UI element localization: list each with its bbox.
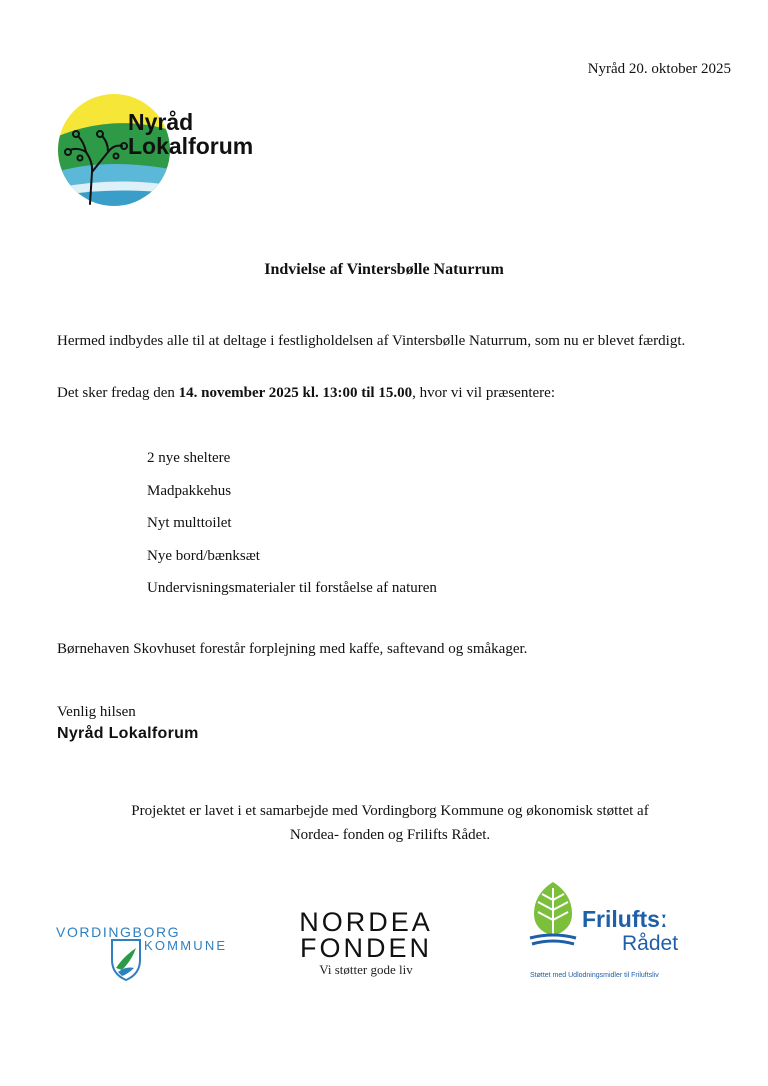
event-time-paragraph xyxy=(57,383,717,403)
friluftsraadet-logo xyxy=(524,876,704,988)
letter-date: Nyråd 20. oktober 2025 xyxy=(587,61,731,77)
event-time-suffix: , hvor vi vil præsentere: xyxy=(412,385,555,401)
nordea-fonden-logo xyxy=(286,909,446,989)
tree-landscape-icon xyxy=(56,92,314,210)
collaboration-line1: Projektet er lavet i et samarbejde med Vordingborg Kommune og økonomisk støttet af xyxy=(131,803,649,819)
nordea-tagline: Vi støtter gode liv xyxy=(319,962,413,977)
shield-icon xyxy=(110,938,142,982)
list-item: Madpakkehus xyxy=(147,482,232,499)
vordingborg-line2: KOMMUNE xyxy=(144,938,228,953)
signature: Nyråd Lokalforum xyxy=(57,725,199,742)
event-time-bold: 14. november 2025 kl. 13:00 til 15.00 xyxy=(178,385,413,401)
friluftsraadet-tagline: Støttet med Udlodningsmidler til Friluftsliv xyxy=(530,972,659,979)
nordea-line1: NORDEA xyxy=(299,907,433,937)
friluftsraadet-line1: Friluftsː xyxy=(582,906,668,932)
page-title: Indvielse af Vintersbølle Naturrum xyxy=(264,261,504,278)
collaboration-note xyxy=(90,799,690,847)
nyraad-lokalforum-logo xyxy=(56,92,314,210)
list-item: Nyt multtoilet xyxy=(147,515,232,531)
event-time-prefix: Det sker fredag den xyxy=(57,385,179,401)
catering-paragraph: Børnehaven Skovhuset forestår forplejning med kaffe, saftevand og småkager. xyxy=(57,641,528,657)
nordea-line2: FONDEN xyxy=(300,933,432,963)
leaf-icon xyxy=(528,880,578,950)
intro-paragraph: Hermed indbydes alle til at deltage i festligholdelsen af Vintersbølle Naturrum, som nu er blevet færdigt. xyxy=(57,333,686,349)
greeting: Venlig hilsen xyxy=(57,704,136,720)
vordingborg-line1: VORDINGBORG xyxy=(56,924,181,940)
logo-line2: Lokalforum xyxy=(128,133,254,159)
logo-line1: Nyråd xyxy=(128,109,194,135)
feature-list xyxy=(147,448,437,611)
list-item: Undervisningsmaterialer til forståelse af naturen xyxy=(147,580,437,596)
list-item: 2 nye sheltere xyxy=(147,450,231,466)
friluftsraadet-line2: Rådet xyxy=(622,932,679,955)
list-item: Nye bord/bænksæt xyxy=(147,547,260,564)
vordingborg-logo xyxy=(56,918,246,990)
collaboration-line2: Nordea- fonden og Frilifts Rådet. xyxy=(289,827,491,843)
